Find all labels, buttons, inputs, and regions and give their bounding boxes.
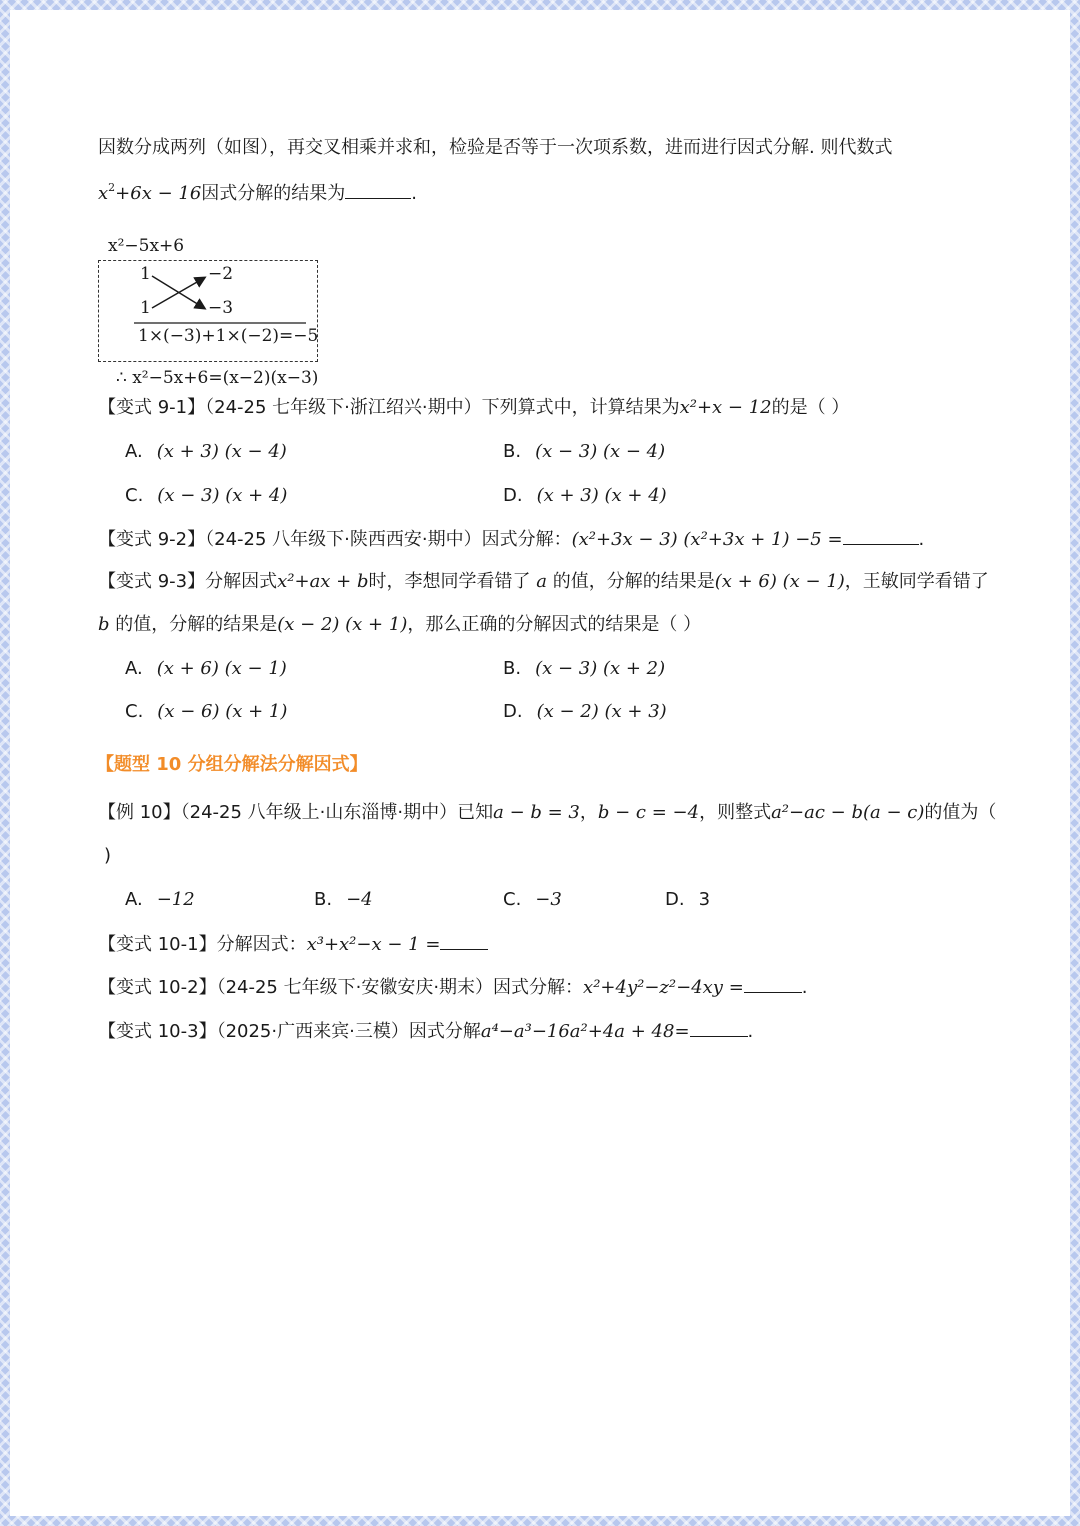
diagram-right-bottom: −3 bbox=[208, 298, 234, 318]
option-text: (x − 6) (x + 1) bbox=[157, 701, 288, 722]
option-label: C. bbox=[125, 701, 144, 722]
diagram-sum: 1×(−3)+1×(−2)=−5 bbox=[138, 326, 319, 346]
question-period: . bbox=[747, 1021, 754, 1042]
cross-multiplication-diagram bbox=[98, 232, 328, 392]
diagram-left-top: 1 bbox=[140, 264, 151, 284]
option-label: B. bbox=[503, 658, 522, 679]
question-text: （24-25 八年级上·山东淄博·期中）已知 bbox=[180, 802, 494, 823]
document-page bbox=[10, 10, 1070, 1516]
option-text: (x + 3) (x − 4) bbox=[156, 441, 287, 462]
option-c[interactable] bbox=[503, 888, 562, 912]
option-label: C. bbox=[125, 485, 144, 506]
var-b: b bbox=[98, 614, 110, 635]
option-label: A. bbox=[125, 441, 143, 462]
intro-period: . bbox=[411, 183, 418, 204]
option-d[interactable] bbox=[665, 888, 710, 912]
example-10-line-1 bbox=[98, 801, 996, 825]
question-9-1 bbox=[98, 396, 849, 420]
option-b[interactable] bbox=[503, 657, 665, 681]
question-9-3-line-2 bbox=[98, 613, 701, 637]
option-text: (x − 2) (x + 3) bbox=[536, 701, 667, 722]
intro-expr-rest: +6x − 16 bbox=[115, 183, 202, 204]
answer-blank[interactable] bbox=[744, 974, 802, 993]
option-text: 3 bbox=[698, 889, 711, 910]
diagram-left-bottom: 1 bbox=[140, 298, 151, 318]
question-10-2 bbox=[98, 974, 808, 1000]
option-b[interactable] bbox=[503, 440, 665, 464]
question-text: （24-25 七年级下·安徽安庆·期末）因式分解： bbox=[216, 977, 584, 998]
question-expr: x²+4y²−z²−4xy = bbox=[583, 977, 744, 998]
option-text: −3 bbox=[535, 889, 562, 910]
option-text: (x − 3) (x − 4) bbox=[535, 441, 666, 462]
question-text: ，则整式 bbox=[699, 802, 772, 823]
diagram-right-top: −2 bbox=[208, 264, 234, 284]
option-label: B. bbox=[314, 889, 333, 910]
intro-line-2 bbox=[98, 180, 417, 206]
section-title: 【题型 10 分组分解法分解因式】 bbox=[96, 754, 368, 775]
option-label: A. bbox=[125, 889, 143, 910]
answer-blank[interactable] bbox=[345, 180, 411, 199]
question-tag: 【变式 10-2】 bbox=[98, 977, 217, 998]
question-expr: a − b = 3 bbox=[493, 802, 580, 823]
question-expr: (x − 2) (x + 1) bbox=[277, 614, 408, 635]
question-tag: 【例 10】 bbox=[98, 802, 181, 823]
question-tag: 【变式 9-3】 bbox=[98, 571, 206, 592]
question-text: 的值为（ bbox=[924, 802, 997, 823]
option-text: −4 bbox=[346, 889, 373, 910]
intro-expr-base: x bbox=[98, 183, 109, 204]
option-text: (x + 3) (x + 4) bbox=[536, 485, 667, 506]
option-a[interactable] bbox=[125, 657, 287, 681]
question-tag: 【变式 10-1】 bbox=[98, 934, 217, 955]
option-c[interactable] bbox=[125, 484, 287, 508]
option-text: (x − 3) (x + 2) bbox=[535, 658, 666, 679]
option-label: C. bbox=[503, 889, 522, 910]
question-text: 的值，分解的结果是 bbox=[546, 571, 715, 592]
question-expr: (x + 6) (x − 1) bbox=[714, 571, 845, 592]
option-a[interactable] bbox=[125, 888, 195, 912]
option-label: A. bbox=[125, 658, 143, 679]
question-10-3 bbox=[98, 1018, 753, 1044]
question-tag: 【变式 9-2】 bbox=[98, 529, 206, 550]
question-expr: b − c = −4 bbox=[597, 802, 700, 823]
intro-text: 因数分成两列（如图），再交叉相乘并求和，检验是否等于一次项系数，进而进行因式分解. 则代数式 bbox=[98, 137, 893, 158]
question-expr: x²+ax + b bbox=[277, 571, 369, 592]
question-text: 时，李想同学看错了 bbox=[368, 571, 537, 592]
question-expr: a²−ac − b(a − c) bbox=[771, 802, 925, 823]
question-expr: (x²+3x − 3) (x²+3x + 1) −5 = bbox=[571, 529, 843, 550]
question-text: ，那么正确的分解因式的结果是（ ） bbox=[407, 614, 702, 635]
option-text: (x − 3) (x + 4) bbox=[157, 485, 288, 506]
question-text: ，王敏同学看错了 bbox=[844, 571, 989, 592]
question-text: ， bbox=[579, 802, 598, 823]
intro-line-1 bbox=[98, 136, 892, 160]
question-period: . bbox=[918, 529, 925, 550]
option-text: (x + 6) (x − 1) bbox=[156, 658, 287, 679]
example-10-line-2: ) bbox=[104, 845, 112, 866]
intro-expr-exp: 2 bbox=[108, 181, 116, 194]
question-text: 分解因式 bbox=[205, 571, 278, 592]
question-expr: x²+x − 12 bbox=[679, 397, 772, 418]
answer-blank[interactable] bbox=[440, 931, 488, 950]
question-expr: x³+x²−x − 1 = bbox=[306, 934, 441, 955]
diagram-conclusion: ∴ x²−5x+6=(x−2)(x−3) bbox=[116, 368, 319, 388]
option-a[interactable] bbox=[125, 440, 287, 464]
answer-blank[interactable] bbox=[843, 526, 919, 545]
option-c[interactable] bbox=[125, 700, 287, 724]
option-d[interactable] bbox=[503, 484, 667, 508]
question-tag: 【变式 10-3】 bbox=[98, 1021, 217, 1042]
question-text: 分解因式： bbox=[216, 934, 307, 955]
intro-suffix: 因式分解的结果为 bbox=[201, 183, 346, 204]
question-text: （24-25 七年级下·浙江绍兴·期中）下列算式中，计算结果为 bbox=[205, 397, 680, 418]
question-text: 的值，分解的结果是 bbox=[109, 614, 278, 635]
option-b[interactable] bbox=[314, 888, 373, 912]
option-text: −12 bbox=[156, 889, 195, 910]
option-label: D. bbox=[665, 889, 685, 910]
diagram-title: x²−5x+6 bbox=[108, 236, 185, 256]
option-label: D. bbox=[503, 485, 523, 506]
question-text: （24-25 八年级下·陕西西安·期中）因式分解： bbox=[205, 529, 572, 550]
question-9-3-line-1 bbox=[98, 570, 989, 594]
question-expr: a⁴−a³−16a²+4a + 48= bbox=[480, 1021, 690, 1042]
question-10-1 bbox=[98, 931, 488, 957]
question-tag: 【变式 9-1】 bbox=[98, 397, 206, 418]
option-label: D. bbox=[503, 701, 523, 722]
question-9-2 bbox=[98, 526, 924, 552]
option-label: B. bbox=[503, 441, 522, 462]
question-period: . bbox=[801, 977, 808, 998]
var-a: a bbox=[536, 571, 547, 592]
question-text: （2025·广西来宾·三模）因式分解 bbox=[216, 1021, 481, 1042]
option-d[interactable] bbox=[503, 700, 667, 724]
answer-blank[interactable] bbox=[690, 1018, 748, 1037]
question-suffix: 的是（ ） bbox=[771, 397, 850, 418]
